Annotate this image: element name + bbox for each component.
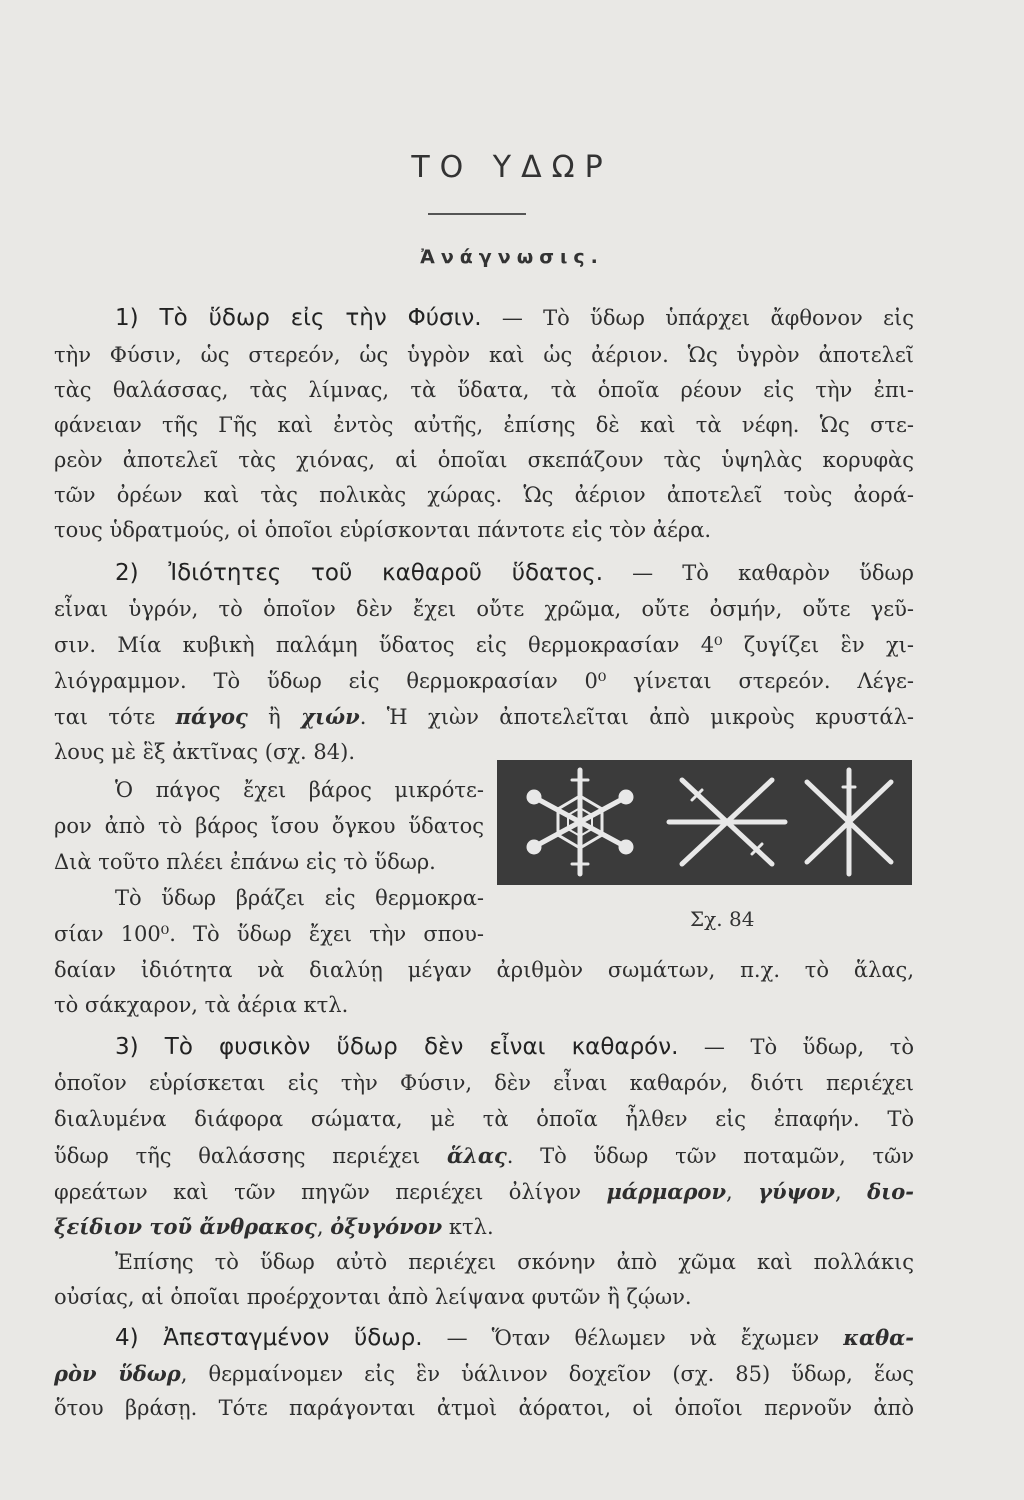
text-line: οὐσίας, αἱ ὁποῖαι προέρχονται ἀπὸ λείψανα φυτῶν ἢ ζῴων.: [54, 1285, 692, 1309]
text-line: φρεάτων καὶ τῶν πηγῶν περιέχει ὀλίγον μάρμαρον, γύψον, διο-: [54, 1179, 915, 1204]
text-line: ὁποῖον εὑρίσκεται εἰς τὴν Φύσιν, δὲν εἶναι καθαρόν, διότι περιέχει: [54, 1071, 914, 1095]
title-divider: [428, 213, 526, 215]
text-line: ρὸν ὕδωρ, θερμαίνομεν εἰς ἓν ὑάλινον δοχεῖον (σχ. 85) ὕδωρ, ἕως: [54, 1361, 914, 1386]
text-line: εἶναι ὑγρόν, τὸ ὁποῖον δὲν ἔχει οὔτε χρῶμα, οὔτε ὀσμήν, οὔτε γεῦ-: [54, 597, 914, 621]
text-line: Ὁ πάγος ἔχει βάρος μικρότε-: [115, 778, 484, 802]
snowflake-figure: [497, 760, 912, 885]
text-line: διαλυμένα διάφορα σώματα, μὲ τὰ ὁποῖα ἦλθεν εἰς ἐπαφήν. Τὸ: [54, 1107, 914, 1131]
text-line: σιν. Μία κυβικὴ παλάμη ὕδατος εἰς θερμοκρασίαν 4⁰ ζυγίζει ἓν χι-: [54, 633, 914, 657]
text-line: Διὰ τοῦτο πλέει ἐπάνω εἰς τὸ ὕδωρ.: [54, 850, 436, 874]
snowflake-crystals-icon: [497, 760, 912, 885]
page-title: ΤΟ ΥΔΩΡ: [411, 150, 613, 185]
text-line: ται τότε πάγος ἢ χιών. Ἡ χιὼν ἀποτελεῖται ἀπὸ μικροὺς κρυστάλ-: [54, 704, 914, 729]
text-line: ὕδωρ τῆς θαλάσσης περιέχει ἅλας. Τὸ ὕδωρ τῶν ποταμῶν, τῶν: [54, 1143, 914, 1168]
text-line: ρεὸν ἀποτελεῖ τὰς χιόνας, αἱ ὁποῖαι σκεπάζουν τὰς ὑψηλὰς κορυφὰς: [54, 448, 914, 472]
text-line: Τὸ ὕδωρ βράζει εἰς θερμοκρα-: [115, 886, 484, 910]
text-line: τους ὑδρατμούς, οἱ ὁποῖοι εὑρίσκονται πάντοτε εἰς τὸν ἀέρα.: [54, 518, 712, 542]
text-line: δαίαν ἰδιότητα νὰ διαλύῃ μέγαν ἀριθμὸν σωμάτων, π.χ. τὸ ἅλας,: [54, 958, 914, 982]
section-subtitle: Ἀνάγνωσις.: [420, 246, 604, 268]
text-line: ὅτου βράσῃ. Τότε παράγονται ἀτμοὶ ἀόρατοι, οἱ ὁποῖοι περνοῦν ἀπὸ: [54, 1396, 914, 1420]
figure-caption: Σχ. 84: [690, 907, 755, 931]
text-line: τῶν ὀρέων καὶ τὰς πολικὰς χώρας. Ὡς ἀέριον ἀποτελεῖ τοὺς ἀορά-: [54, 483, 914, 507]
text-line: λιόγραμμον. Τὸ ὕδωρ εἰς θερμοκρασίαν 0⁰ γίνεται στερεόν. Λέγε-: [54, 669, 914, 693]
text-line: 3) Τὸ φυσικὸν ὕδωρ δὲν εἶναι καθαρόν. — Τὸ ὕδωρ, τὸ: [115, 1034, 914, 1060]
text-line: σίαν 100⁰. Τὸ ὕδωρ ἔχει τὴν σπου-: [54, 922, 484, 946]
text-line: φάνειαν τῆς Γῆς καὶ ἐντὸς αὐτῆς, ἐπίσης δὲ καὶ τὰ νέφη. Ὡς στε-: [54, 413, 914, 437]
text-line: λους μὲ ἓξ ἀκτῖνας (σχ. 84).: [54, 740, 355, 764]
text-line: τὰς θαλάσσας, τὰς λίμνας, τὰ ὕδατα, τὰ ὁποῖα ρέουν εἰς τὴν ἐπι-: [54, 378, 914, 402]
text-line: 1) Τὸ ὕδωρ εἰς τὴν Φύσιν. — Τὸ ὕδωρ ὑπάρχει ἄφθονον εἰς: [115, 305, 914, 331]
text-line: 4) Ἀπεσταγμένον ὕδωρ. — Ὅταν θέλωμεν νὰ ἔχωμεν καθα-: [115, 1325, 915, 1351]
text-line: 2) Ἰδιότητες τοῦ καθαροῦ ὕδατος. — Τὸ καθαρὸν ὕδωρ: [115, 560, 914, 586]
text-line: ξείδιον τοῦ ἄνθρακος, ὀξυγόνον κτλ.: [54, 1214, 494, 1239]
text-line: ρον ἀπὸ τὸ βάρος ἴσου ὄγκου ὕδατος: [54, 814, 484, 838]
text-line: τὴν Φύσιν, ὡς στερεόν, ὡς ὑγρὸν καὶ ὡς ἀέριον. Ὡς ὑγρὸν ἀποτελεῖ: [54, 343, 914, 367]
text-line: Ἐπίσης τὸ ὕδωρ αὐτὸ περιέχει σκόνην ἀπὸ χῶμα καὶ πολλάκις: [115, 1250, 914, 1274]
text-line: τὸ σάκχαρον, τὰ ἀέρια κτλ.: [54, 993, 349, 1017]
